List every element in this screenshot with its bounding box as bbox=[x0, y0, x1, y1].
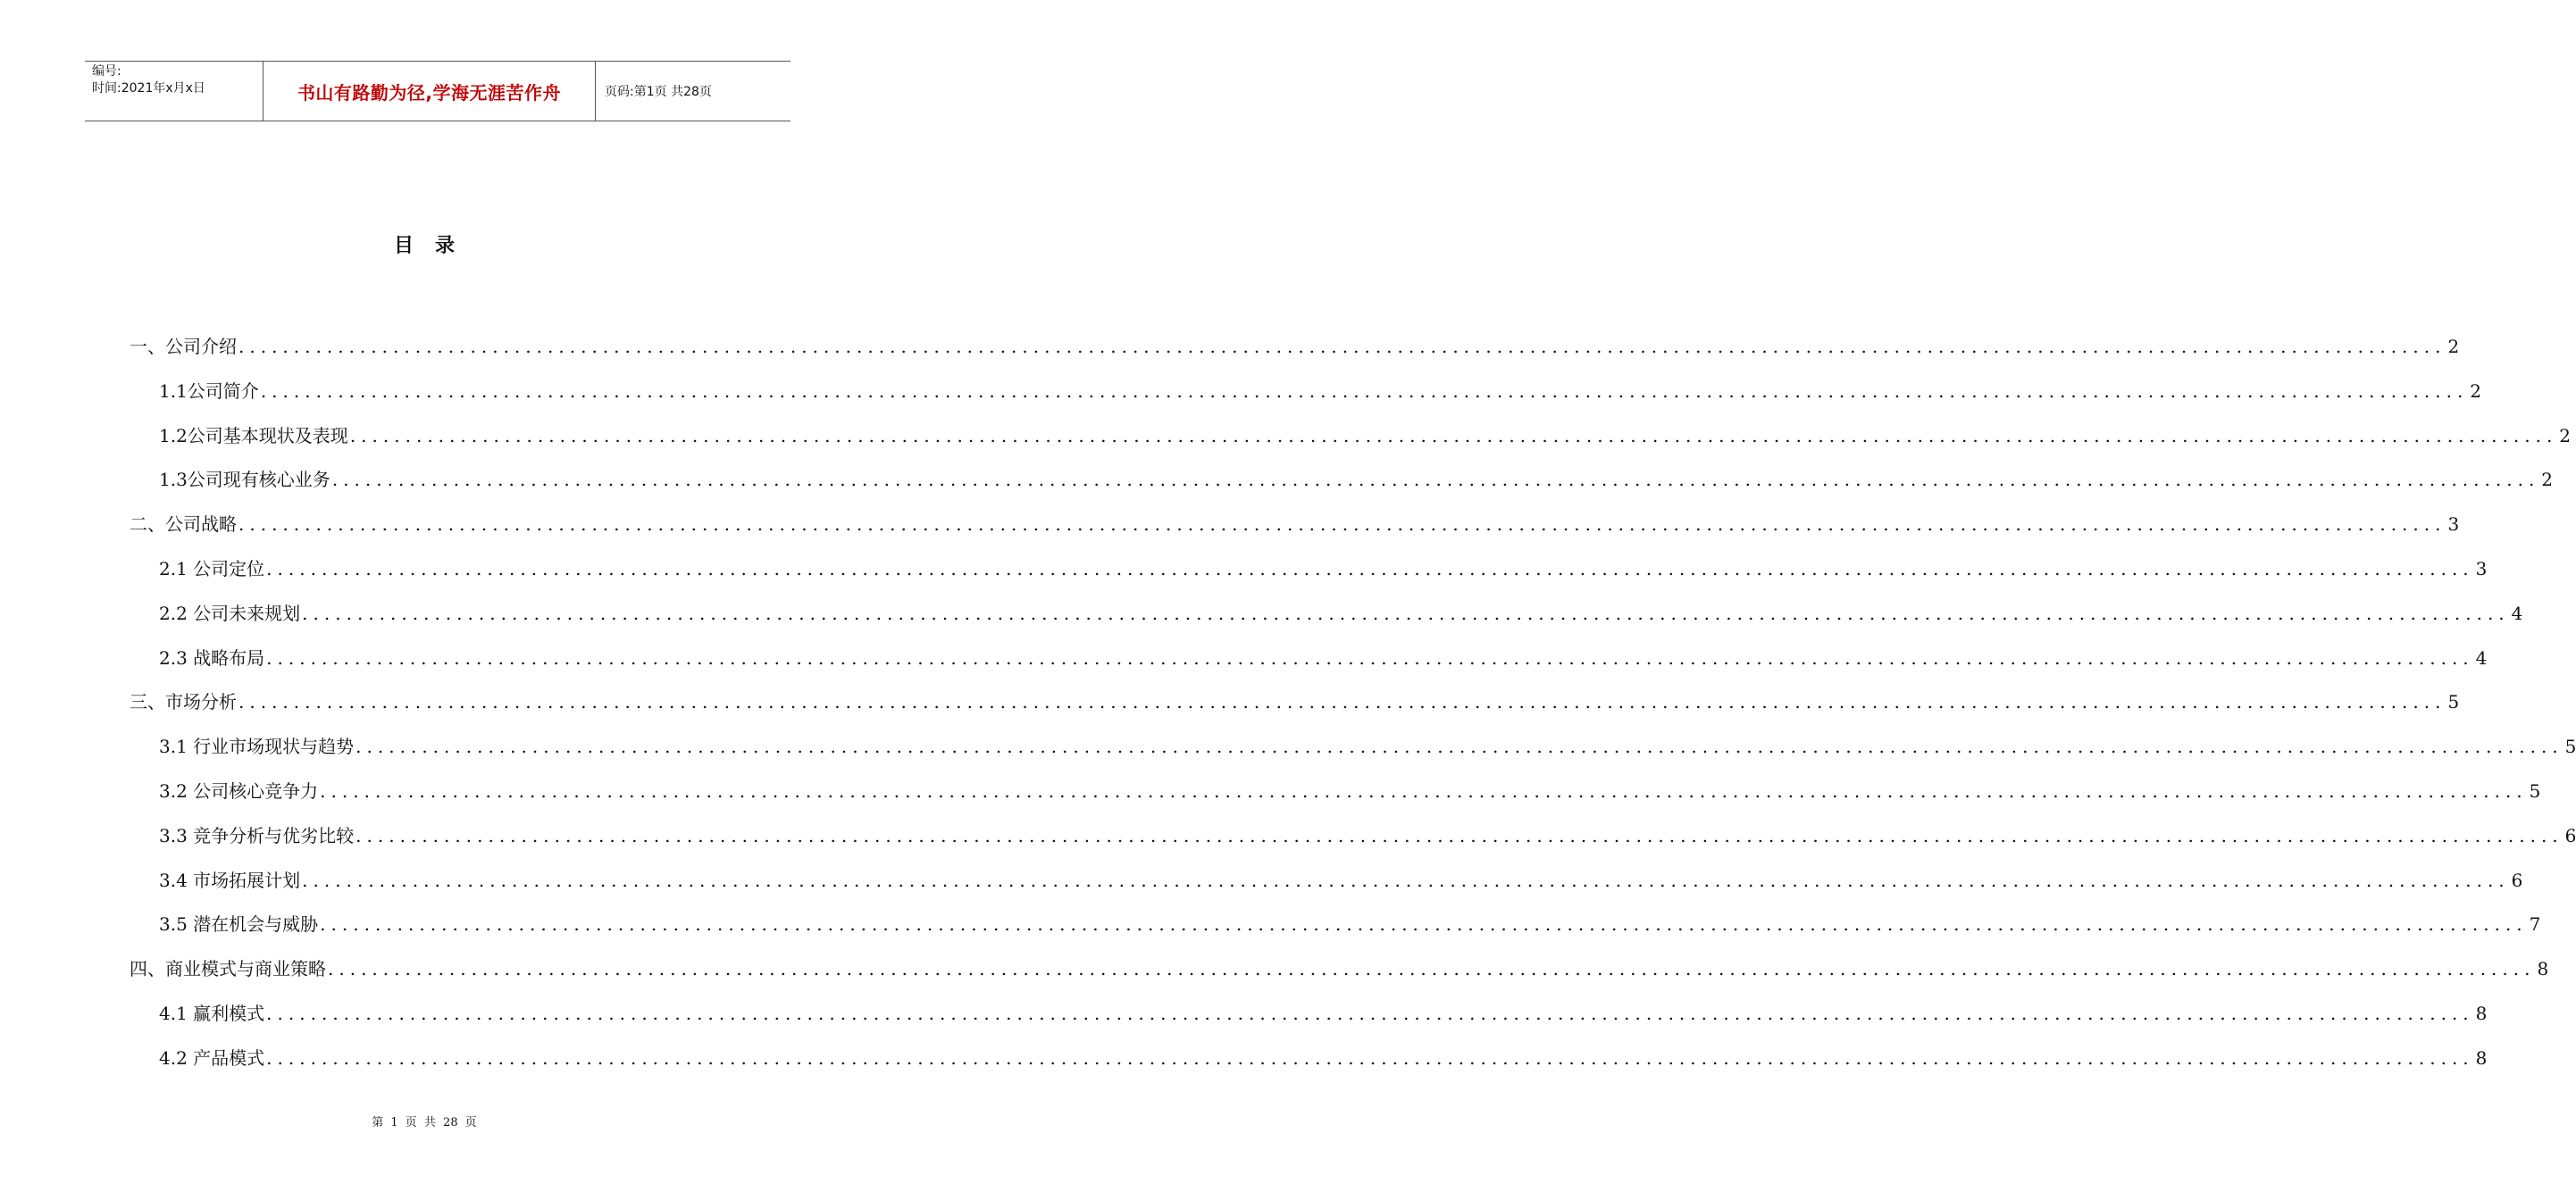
toc-entry-page: 2 bbox=[2447, 336, 2460, 357]
toc-entry-page: 2 bbox=[2541, 469, 2554, 491]
toc-entry-label: 4.1 赢利模式 bbox=[159, 1003, 265, 1024]
header-number-label: 编号: bbox=[92, 64, 121, 79]
toc-entry-page: 5 bbox=[2529, 780, 2541, 802]
toc-entry-page: 2 bbox=[2470, 379, 2482, 402]
toc-leader-dots: ........................................................................................................................................................................................................ bbox=[328, 958, 2536, 980]
toc-entry[interactable] bbox=[159, 447, 2554, 492]
toc-leader-dots: ........................................................................................................................................................................................................ bbox=[355, 736, 2563, 758]
toc-entry-page: 4 bbox=[2475, 646, 2488, 669]
page-footer: 第 1 页 共 28 页 bbox=[372, 1116, 477, 1129]
toc-entry[interactable] bbox=[159, 981, 2488, 1026]
header-page-info: 页码:第1页 共28页 bbox=[605, 85, 712, 99]
toc-entry[interactable] bbox=[130, 492, 2460, 537]
header-meta bbox=[85, 62, 263, 121]
toc-leader-dots: ........................................................................................................................................................................................................ bbox=[302, 602, 2510, 624]
toc-entry-label: 二、公司战略 bbox=[130, 513, 237, 536]
toc-title: 目录 bbox=[393, 235, 476, 257]
toc-leader-dots: ........................................................................................................................................................................................................ bbox=[355, 824, 2563, 846]
page-header bbox=[85, 61, 790, 121]
toc-entry-label: 1.2公司基本现状及表现 bbox=[159, 424, 348, 446]
toc-entry[interactable] bbox=[159, 537, 2488, 581]
toc-entry-page: 8 bbox=[2475, 1046, 2488, 1069]
toc-entry-page: 5 bbox=[2447, 691, 2460, 713]
toc-entry-label: 1.1公司简介 bbox=[159, 379, 259, 402]
toc-entry[interactable] bbox=[130, 937, 2549, 981]
toc-leader-dots: ........................................................................................................................................................................................................ bbox=[266, 1003, 2474, 1024]
toc-leader-dots: ........................................................................................................................................................................................................ bbox=[266, 1046, 2474, 1069]
toc-entry-page: 3 bbox=[2475, 558, 2488, 579]
toc-entry-page: 3 bbox=[2447, 513, 2460, 536]
header-motto: 书山有路勤为径,学海无涯苦作舟 bbox=[263, 62, 596, 121]
toc-entry[interactable] bbox=[130, 670, 2460, 714]
toc-entry-label: 2.3 战略布局 bbox=[159, 646, 265, 669]
toc-leader-dots: ........................................................................................................................................................................................................ bbox=[260, 379, 2469, 402]
toc-leader-dots: ........................................................................................................................................................................................................ bbox=[266, 646, 2474, 669]
toc-entry[interactable] bbox=[159, 714, 2576, 759]
toc-leader-dots: ........................................................................................................................................................................................................ bbox=[331, 469, 2540, 491]
toc-entry[interactable] bbox=[159, 804, 2576, 848]
toc-entry[interactable] bbox=[159, 626, 2488, 671]
toc-entry-label: 四、商业模式与商业策略 bbox=[130, 958, 326, 980]
toc-entry-label: 3.2 公司核心竞争力 bbox=[159, 780, 319, 802]
toc-leader-dots: ........................................................................................................................................................................................................ bbox=[238, 513, 2446, 536]
toc-entry-page: 6 bbox=[2564, 824, 2576, 846]
toc-entry[interactable] bbox=[159, 759, 2541, 804]
toc-entry-label: 4.2 产品模式 bbox=[159, 1046, 265, 1069]
toc-entry-label: 2.2 公司未来规划 bbox=[159, 602, 301, 624]
toc-entry-label: 3.3 竞争分析与优劣比较 bbox=[159, 824, 355, 846]
toc-entry-page: 6 bbox=[2511, 869, 2523, 891]
toc-entry-label: 三、市场分析 bbox=[130, 691, 237, 713]
toc-entry-label: 3.5 潜在机会与威胁 bbox=[159, 913, 319, 936]
toc-leader-dots: ........................................................................................................................................................................................................ bbox=[349, 424, 2558, 446]
toc-entry-page: 4 bbox=[2511, 602, 2523, 624]
toc-leader-dots: ........................................................................................................................................................................................................ bbox=[302, 869, 2510, 891]
toc-entry[interactable] bbox=[159, 581, 2523, 626]
toc-entry[interactable] bbox=[130, 314, 2460, 359]
toc-leader-dots: ........................................................................................................................................................................................................ bbox=[238, 336, 2446, 357]
toc-entry-page: 7 bbox=[2529, 913, 2541, 936]
toc-entry-label: 2.1 公司定位 bbox=[159, 558, 265, 579]
toc-entry-page: 8 bbox=[2537, 958, 2549, 980]
toc-entry-label: 3.4 市场拓展计划 bbox=[159, 869, 301, 891]
toc-entry[interactable] bbox=[159, 848, 2523, 893]
toc-entry[interactable] bbox=[159, 892, 2541, 937]
toc-entry[interactable] bbox=[159, 359, 2482, 404]
toc-entry[interactable] bbox=[159, 1026, 2488, 1071]
header-time-label: 时间:2021年x月x日 bbox=[92, 81, 205, 96]
toc-entry-label: 3.1 行业市场现状与趋势 bbox=[159, 736, 355, 758]
toc-entry-label: 1.3公司现有核心业务 bbox=[159, 469, 330, 491]
toc-entry-page: 2 bbox=[2559, 424, 2572, 446]
toc-leader-dots: ........................................................................................................................................................................................................ bbox=[266, 558, 2474, 579]
toc-entry[interactable] bbox=[159, 404, 2572, 448]
toc-entry-label: 一、公司介绍 bbox=[130, 336, 237, 357]
toc-entry-page: 5 bbox=[2564, 736, 2576, 758]
toc-entry-page: 8 bbox=[2475, 1003, 2488, 1024]
toc-leader-dots: ........................................................................................................................................................................................................ bbox=[238, 691, 2446, 713]
toc-leader-dots: ........................................................................................................................................................................................................ bbox=[320, 913, 2528, 936]
toc-leader-dots: ........................................................................................................................................................................................................ bbox=[320, 780, 2528, 802]
